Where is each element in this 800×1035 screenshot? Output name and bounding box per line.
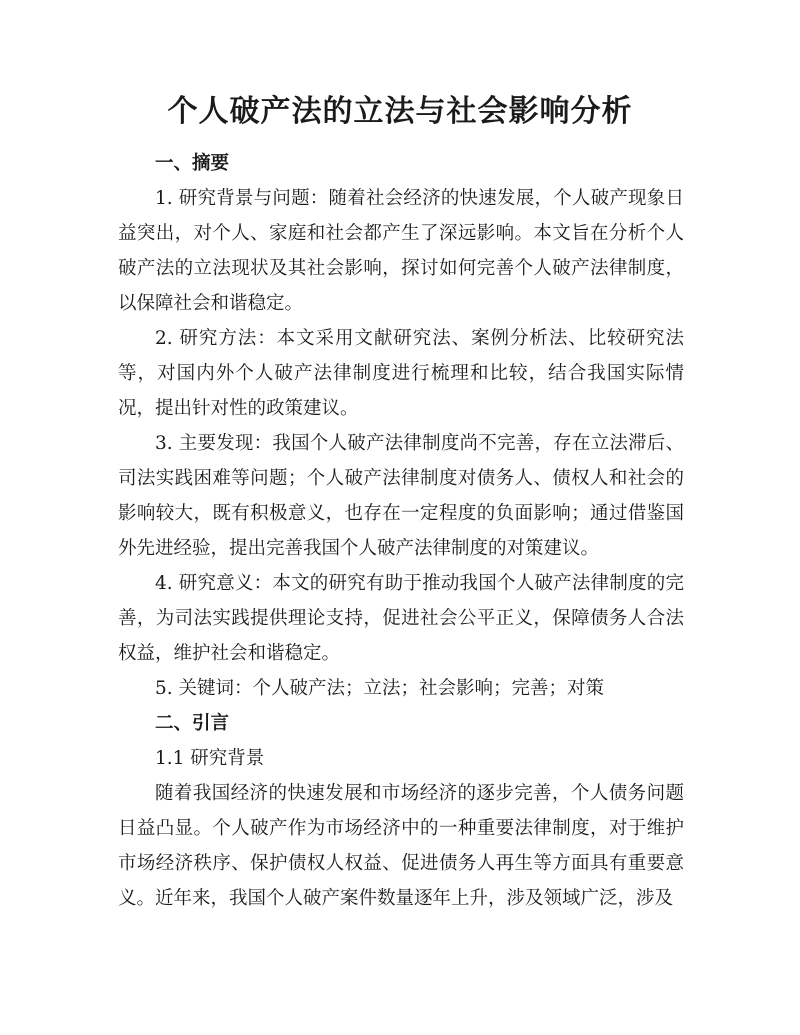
abstract-paragraph-5: 5. 关键词：个人破产法；立法；社会影响；完善；对策 [155, 678, 605, 699]
section-heading-introduction: 二、引言 [155, 713, 230, 734]
abstract-paragraph-2: 2. 研究方法：本文采用文献研究法、案例分析法、比较研究法等，对国内外个人破产法律制度进行梳理和比较，结合我国实际情况，提出针对性的政策建议。 [118, 328, 684, 419]
document-title: 个人破产法的立法与社会影响分析 [167, 94, 633, 129]
section-heading-abstract: 一、摘要 [155, 153, 230, 174]
abstract-paragraph-3: 3. 主要发现：我国个人破产法律制度尚不完善，存在立法滞后、司法实践困难等问题；个人破产法律制度对债务人、债权人和社会的影响较大，既有积极意义，也存在一定程度的负面影响；通过借鉴国外先进经验，提出完善我国个人破产法律制度的对策建议。 [118, 433, 684, 559]
abstract-paragraph-4: 4. 研究意义：本文的研究有助于推动我国个人破产法律制度的完善，为司法实践提供理论支持，促进社会公平正义，保障债务人合法权益，维护社会和谐稳定。 [118, 573, 684, 664]
intro-paragraph-1: 随着我国经济的快速发展和市场经济的逐步完善，个人债务问题日益凸显。个人破产作为市场经济中的一种重要法律制度，对于维护市场经济秩序、保护债权人权益、促进债务人再生等方面具有重要意义。近年来，我国个人破产案件数量逐年上升，涉及领域广泛，涉及 [118, 783, 684, 909]
document-body [118, 146, 684, 916]
subsection-heading-background: 1.1 研究背景 [155, 748, 265, 769]
abstract-paragraph-1: 1. 研究背景与问题：随着社会经济的快速发展，个人破产现象日益突出，对个人、家庭和社会都产生了深远影响。本文旨在分析个人破产法的立法现状及其社会影响，探讨如何完善个人破产法律制度，以保障社会和谐稳定。 [118, 188, 684, 314]
